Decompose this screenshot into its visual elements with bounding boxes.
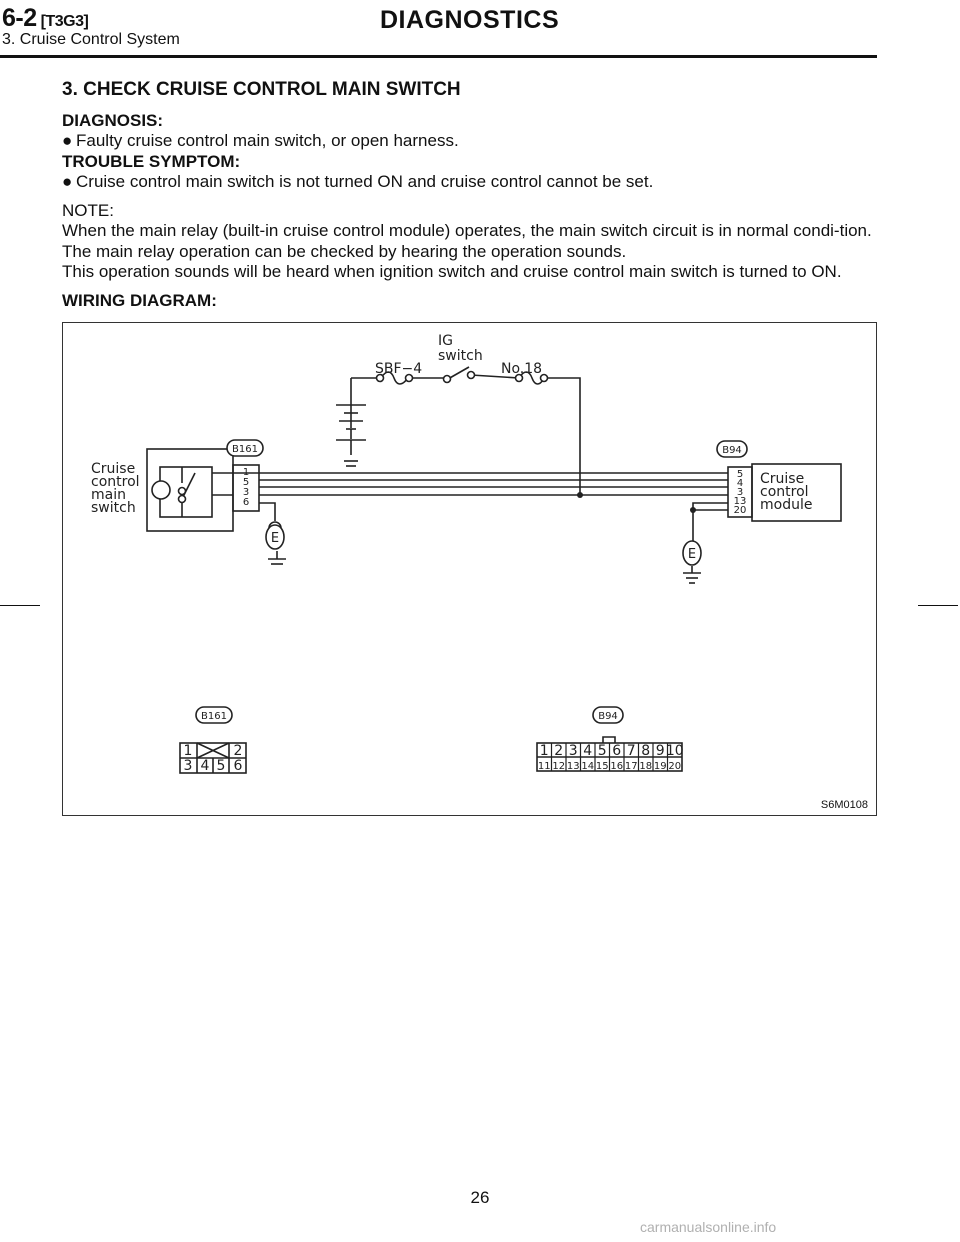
- watermark: carmanualsonline.info: [640, 1219, 777, 1235]
- step-heading: 3. CHECK CRUISE CONTROL MAIN SWITCH: [62, 79, 461, 100]
- b161-pin: 4: [200, 758, 210, 774]
- b94-pin: 11: [537, 761, 551, 772]
- wiring-diagram: [62, 322, 877, 816]
- section-number: 6-2: [2, 4, 37, 32]
- b94-pin: 3: [568, 743, 578, 759]
- wiring-label: WIRING DIAGRAM:: [62, 290, 217, 310]
- b94-pin: 13: [566, 761, 580, 772]
- procedure-content: [62, 80, 877, 311]
- note-line: When the main relay (built-in cruise control module) operates, the main switch circuit is in normal condi-tion.: [62, 221, 872, 240]
- diagnosis-item: ● Faulty cruise control main switch, or open harness.: [62, 131, 459, 150]
- b94-pin: 15: [595, 761, 609, 772]
- right-pin: 13: [733, 496, 747, 507]
- b94-pin: 2: [554, 743, 564, 759]
- b94-pin: 10: [665, 743, 684, 759]
- fuse-label: No.18: [501, 361, 543, 377]
- b161-pin: 6: [233, 758, 243, 774]
- bullet-icon: ●: [62, 131, 73, 150]
- left-pin: 3: [242, 487, 250, 498]
- b161-pin: 3: [183, 758, 193, 774]
- note-line: This operation sounds will be heard when ignition switch and cruise control main switch is turned to ON.: [62, 262, 842, 281]
- b94-pin: 6: [612, 743, 622, 759]
- right-pin: 20: [733, 505, 747, 516]
- right-pin: 4: [736, 478, 744, 489]
- b94-pin: 5: [597, 743, 607, 759]
- left-pin: 6: [242, 497, 250, 508]
- note-line: The main relay operation can be checked by hearing the operation sounds.: [62, 241, 627, 261]
- connector-b94-face-label: B94: [598, 711, 618, 722]
- b94-pin: 7: [626, 743, 636, 759]
- note-label: NOTE:: [62, 200, 114, 220]
- connector-b94-label: B94: [722, 445, 742, 456]
- sbf-label: SBF−4: [375, 361, 423, 377]
- left-pin: 1: [242, 467, 250, 478]
- page-subtitle: 3. Cruise Control System: [2, 31, 180, 48]
- page-number: 26: [470, 1188, 490, 1207]
- margin-mark-right: [918, 605, 958, 606]
- right-pin: 3: [736, 487, 744, 498]
- ground-label-right: E: [687, 547, 697, 562]
- header-rule: [0, 55, 877, 58]
- b94-pin: 4: [583, 743, 593, 759]
- b161-pin: 5: [216, 758, 226, 774]
- switch-label-1: Cruise: [91, 461, 136, 477]
- left-pin: 5: [242, 477, 250, 488]
- b94-pin: 14: [581, 761, 595, 772]
- module-label-2: control: [760, 484, 809, 500]
- ig-label-1: IG: [438, 333, 453, 349]
- ig-label-2: switch: [438, 348, 483, 364]
- b94-pin: 1: [539, 743, 549, 759]
- connector-b161-label: B161: [232, 444, 258, 455]
- switch-label-3: main: [91, 487, 126, 503]
- ground-label-left: E: [270, 531, 280, 546]
- wiring-diagram-svg: [63, 323, 876, 815]
- switch-label-2: control: [91, 474, 140, 490]
- bullet-icon: ●: [62, 172, 73, 191]
- b94-pin: 9: [655, 743, 665, 759]
- b94-pin: 17: [624, 761, 638, 772]
- switch-label-4: switch: [91, 500, 136, 516]
- page-title: DIAGNOSTICS: [380, 6, 560, 34]
- figure-code: S6M0108: [820, 799, 868, 811]
- b94-pin: 8: [641, 743, 651, 759]
- connector-b161-face-label: B161: [201, 711, 227, 722]
- diagnosis-label: DIAGNOSIS:: [62, 110, 164, 130]
- module-label-1: Cruise: [760, 471, 805, 487]
- right-pin: 5: [736, 469, 744, 480]
- section-code: [2, 4, 88, 33]
- section-ref: [T3G3]: [40, 13, 89, 30]
- b161-pin: 2: [233, 743, 243, 759]
- b94-pin: 16: [610, 761, 624, 772]
- b94-pin: 20: [668, 761, 682, 772]
- b161-pin: 1: [183, 743, 193, 759]
- b94-pin: 12: [552, 761, 566, 772]
- symptom-label: TROUBLE SYMPTOM:: [62, 151, 241, 171]
- symptom-item: ● Cruise control main switch is not turned ON and cruise control cannot be set.: [62, 172, 654, 191]
- module-label-3: module: [760, 497, 813, 513]
- b94-pin: 18: [639, 761, 653, 772]
- b94-pin: 19: [653, 761, 667, 772]
- margin-mark-left: [0, 605, 40, 606]
